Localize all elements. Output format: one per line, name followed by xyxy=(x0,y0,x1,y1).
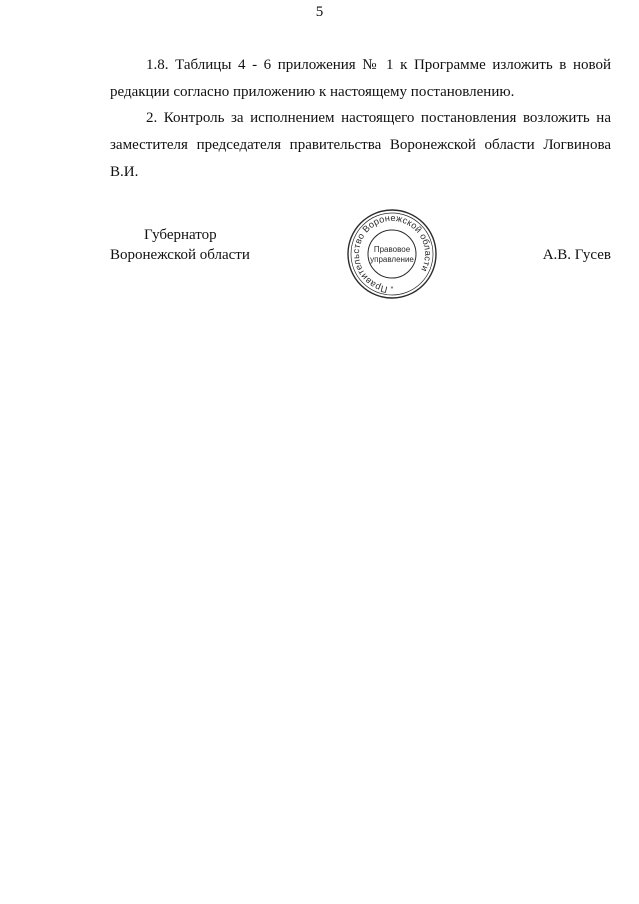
paragraph-2: 2. Контроль за исполнением настоящего постановления возложить на заместителя председателя правительства Воронежской области Логвинова В.И. xyxy=(110,110,611,180)
seal-star-mark: * xyxy=(390,286,394,293)
seal-center-line1: Правовое xyxy=(373,245,411,254)
signatory-name: А.В. Гусев xyxy=(542,247,611,263)
seal-graphic xyxy=(337,205,447,301)
position-title: Губернатор xyxy=(144,227,217,243)
position-region: Воронежской области xyxy=(110,247,250,263)
official-seal-stamp xyxy=(337,205,447,301)
seal-ring-text: Правительство Воронежской области xyxy=(350,212,434,295)
signatory-position xyxy=(110,225,250,265)
paragraph-1-8: 1.8. Таблицы 4 - 6 приложения № 1 к Программе изложить в новой редакции согласно приложению к настоящему постановлению. xyxy=(110,57,611,100)
seal-center-line2: управление xyxy=(370,255,414,264)
page-number: 5 xyxy=(315,4,324,20)
